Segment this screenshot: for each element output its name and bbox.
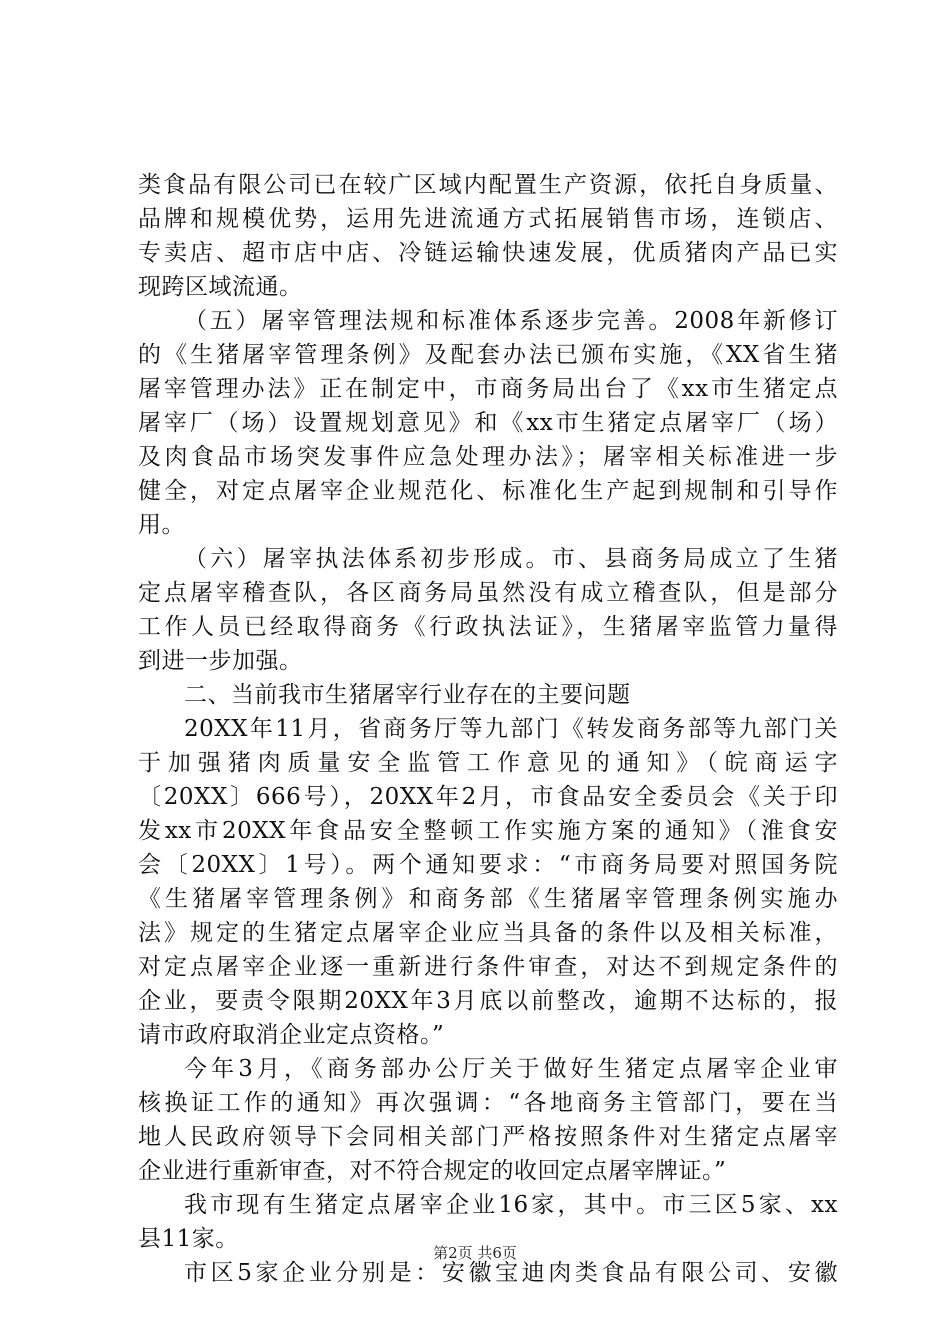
text-line: 类食品有限公司已在较广区域内配置生产资源，依托自身质量、 xyxy=(138,172,838,198)
text-line: 定点屠宰稽查队，各区商务局虽然没有成立稽查队，但是部分 xyxy=(138,580,838,606)
text-line: 企业进行重新审查，对不符合规定的收回定点屠宰牌证。” xyxy=(138,1158,727,1184)
text-line: （五）屠宰管理法规和标准体系逐步完善。2008年新修订 xyxy=(184,308,838,334)
text-line: 县11家。 xyxy=(138,1226,239,1252)
text-line: 〔20XX〕666号），20XX年2月，市食品安全委员会《关于印 xyxy=(138,784,838,810)
text-line: 请市政府取消企业定点资格。” xyxy=(138,1022,445,1048)
text-line: 于加强猪肉质量安全监管工作意见的通知》（皖商运字 xyxy=(138,750,838,776)
text-line: 对定点屠宰企业逐一重新进行条件审查，对达不到规定条件的 xyxy=(138,954,838,980)
text-line: 《生猪屠宰管理条例》和商务部《生猪屠宰管理条例实施办 xyxy=(138,886,838,912)
text-line: 市区5家企业分别是：安徽宝迪肉类食品有限公司、安徽 xyxy=(184,1260,838,1286)
page-footer: 第2页 共6页 xyxy=(433,1244,517,1262)
document-body xyxy=(138,168,838,1290)
text-line: 地人民政府领导下会同相关部门严格按照条件对生猪定点屠宰 xyxy=(138,1124,838,1150)
text-line: 健全，对定点屠宰企业规范化、标准化生产起到规制和引导作 xyxy=(138,478,838,504)
text-line: 企业，要责令限期20XX年3月底以前整改，逾期不达标的，报 xyxy=(138,988,838,1014)
text-line: 会〔20XX〕1号）。两个通知要求：“市商务局要对照国务院 xyxy=(138,852,838,878)
text-line: 专卖店、超市店中店、冷链运输快速发展，优质猪肉产品已实 xyxy=(138,240,838,266)
text-line: 现跨区域流通。 xyxy=(138,274,303,300)
text-line: （六）屠宰执法体系初步形成。市、县商务局成立了生猪 xyxy=(184,546,838,572)
text-line: 发xx市20XX年食品安全整顿工作实施方案的通知》（淮食安 xyxy=(138,818,838,844)
text-line: 核换证工作的通知》再次强调：“各地商务主管部门，要在当 xyxy=(138,1090,838,1116)
text-line: 法》规定的生猪定点屠宰企业应当具备的条件以及相关标准， xyxy=(138,920,838,946)
text-line: 用。 xyxy=(138,512,185,538)
text-line: 到进一步加强。 xyxy=(138,648,303,674)
text-line: 二、当前我市生猪屠宰行业存在的主要问题 xyxy=(184,682,631,708)
text-line: 及肉食品市场突发事件应急处理办法》；屠宰相关标准进一步 xyxy=(138,444,838,470)
text-line: 我市现有生猪定点屠宰企业16家，其中。市三区5家、xx xyxy=(184,1192,838,1218)
text-line: 屠宰管理办法》正在制定中，市商务局出台了《xx市生猪定点 xyxy=(138,376,838,402)
text-line: 20XX年11月，省商务厅等九部门《转发商务部等九部门关 xyxy=(184,716,838,742)
text-line: 品牌和规模优势，运用先进流通方式拓展销售市场，连锁店、 xyxy=(138,206,838,232)
text-line: 工作人员已经取得商务《行政执法证》，生猪屠宰监管力量得 xyxy=(138,614,838,640)
text-line: 今年3月，《商务部办公厅关于做好生猪定点屠宰企业审 xyxy=(184,1056,838,1082)
text-line: 的《生猪屠宰管理条例》及配套办法已颁布实施，《XX省生猪 xyxy=(138,342,838,368)
text-line: 屠宰厂（场）设置规划意见》和《xx市生猪定点屠宰厂（场） xyxy=(138,410,838,436)
